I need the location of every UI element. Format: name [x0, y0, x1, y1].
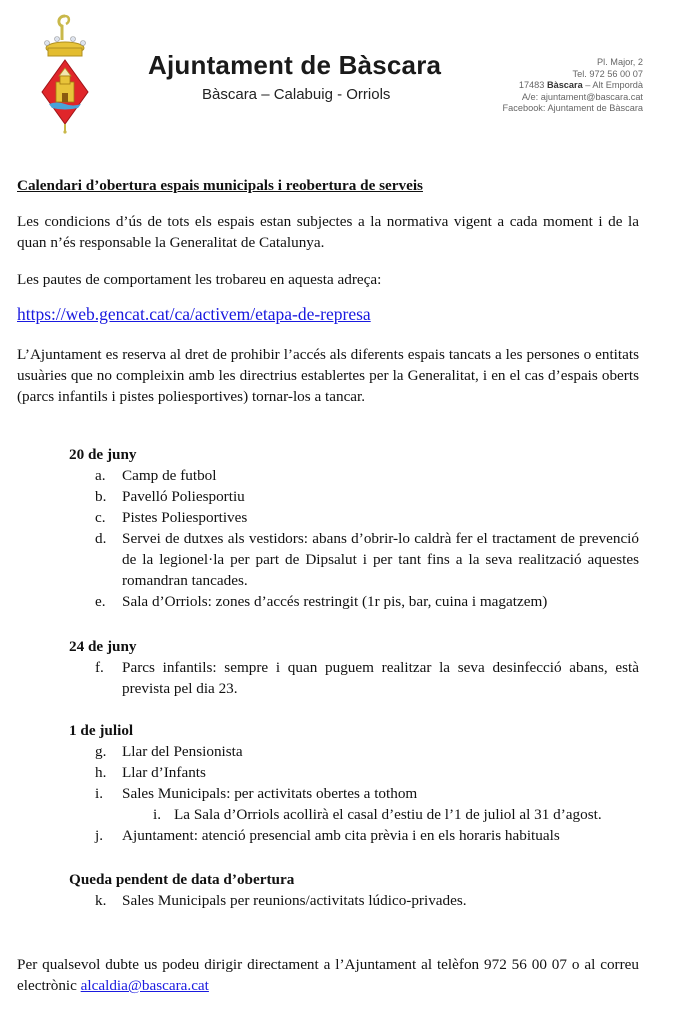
- section-1-juliol: [69, 720, 639, 846]
- list-item: [69, 657, 639, 699]
- gencat-link[interactable]: https://web.gencat.cat/ca/activem/etapa-de-represa: [17, 304, 371, 324]
- section-heading: 20 de juny: [69, 446, 137, 463]
- sub-list-item: [69, 804, 639, 825]
- list-item: [69, 528, 639, 591]
- list-marker: f.: [95, 659, 104, 676]
- email-link[interactable]: alcaldia@bascara.cat: [80, 977, 209, 994]
- list-item-text: Llar del Pensionista: [122, 743, 243, 760]
- list-item-text: La Sala d’Orriols acollirà el casal d’estiu de l’1 de juliol al 31 d’agost.: [174, 806, 602, 823]
- list-item-text: Sala d’Orriols: zones d’accés restringit (1r pis, bar, cuina i magatzem): [122, 593, 548, 610]
- organization-name: Ajuntament de Bàscara: [148, 50, 442, 80]
- coat-of-arms-icon: [40, 14, 90, 134]
- list-marker: a.: [95, 467, 106, 484]
- section-pending: [69, 869, 639, 911]
- list-item: [69, 762, 639, 783]
- list-item: [69, 783, 639, 804]
- contact-town: Bàscara: [546, 80, 583, 90]
- section-20-juny: [69, 444, 639, 612]
- list-item: [69, 825, 639, 846]
- list-item-text: Parcs infantils: sempre i quan puguem realitzar la seva desinfecció abans, està prevista pel dia 23.: [122, 659, 639, 697]
- contact-phone: Tel. 972 56 00 07: [572, 68, 643, 79]
- list-marker: i.: [95, 785, 104, 802]
- list-item-text: Pavelló Poliesportiu: [122, 488, 245, 505]
- contact-block: [503, 57, 643, 115]
- list-marker: k.: [95, 892, 107, 909]
- document-title: Calendari d’obertura espais municipals i reobertura de serveis: [17, 177, 423, 194]
- paragraph-conditions: Les condicions d’ús de tots els espais estan subjectes a la normativa vigent a cada moment i de la quan n’és responsable la Generalitat de Catalunya.: [17, 213, 639, 251]
- section-heading: 24 de juny: [69, 638, 137, 655]
- contact-postcode: 17483: [518, 80, 545, 90]
- section-24-juny: [69, 636, 639, 699]
- list-item: [69, 507, 639, 528]
- section-heading: Queda pendent de data d’obertura: [69, 871, 295, 888]
- list-marker: j.: [95, 827, 104, 844]
- list-marker: b.: [95, 488, 107, 505]
- contact-facebook: Facebook: Ajuntament de Bàscara: [502, 103, 643, 113]
- section-heading: 1 de juliol: [69, 722, 134, 739]
- list-marker: c.: [95, 509, 106, 526]
- contact-region: – Alt Empordà: [585, 80, 643, 90]
- list-item-text: Servei de dutxes als vestidors: abans d’obrir-lo caldrà fer el tractament de prevenció de la legionel·la per part de Dipsalut i per tant fins a la seva realització aquestes romandran tancades.: [122, 530, 639, 589]
- list-item: [69, 591, 639, 612]
- contact-address: Pl. Major, 2: [597, 57, 643, 67]
- footer-text: Per qualsevol dubte us podeu dirigir directament a l’Ajuntament al telèfon 972 56 00 07 o al correu electrònic: [17, 956, 639, 994]
- contact-location: [503, 80, 643, 92]
- list-marker: d.: [95, 530, 107, 547]
- letterhead: [0, 0, 679, 140]
- contact-email: A/e: ajuntament@bascara.cat: [521, 91, 643, 102]
- list-marker: g.: [95, 743, 107, 760]
- list-marker: i.: [153, 806, 162, 823]
- list-item: [69, 741, 639, 762]
- paragraph-reservation: L’Ajuntament es reserva al dret de prohibir l’accés als diferents espais tancats a les persones o entitats usuàries que no compleixin amb les directrius establertes per la Generalitat, i en el cas d’espais oberts (parcs infantils i pistes poliesportives) tornar-los a tancar.: [17, 346, 639, 405]
- list-marker: h.: [95, 764, 107, 781]
- list-item: [69, 486, 639, 507]
- list-item-text: Llar d’Infants: [122, 764, 206, 781]
- footer-contact-paragraph: [17, 954, 639, 996]
- list-marker: e.: [95, 593, 106, 610]
- list-item-text: Pistes Poliesportives: [122, 509, 248, 526]
- list-item: [69, 890, 639, 911]
- paragraph-guidelines: Les pautes de comportament les trobareu en aquesta adreça:: [17, 271, 382, 288]
- localities-subtitle: Bàscara – Calabuig - Orriols: [202, 86, 391, 103]
- list-item-text: Sales Municipals per reunions/activitats lúdico-privades.: [122, 892, 467, 909]
- list-item-text: Ajuntament: atenció presencial amb cita prèvia i en els horaris habituals: [122, 827, 560, 844]
- list-item-text: Camp de futbol: [122, 467, 217, 484]
- list-item-text: Sales Municipals: per activitats obertes a tothom: [122, 785, 418, 802]
- list-item: [69, 465, 639, 486]
